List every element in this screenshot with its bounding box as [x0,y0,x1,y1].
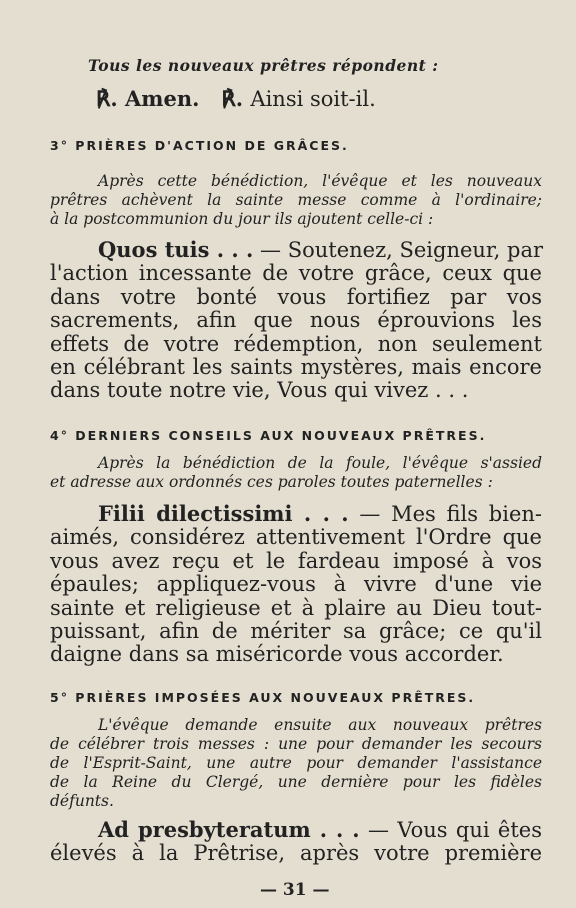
rubric-line: de l'Esprit-Saint, une autre pour demander l'assistance [50,754,542,772]
rubric-line: prêtres achèvent la sainte messe comme à l'ordinaire; [50,191,542,209]
exhortation-lead: Filii dilectissimi . . . [98,501,349,526]
rubric-line: de la Reine du Clergé, une dernière pour les fidèles [50,773,542,791]
prayer-line: sacrements, afin que nous éprouvions les [50,308,542,333]
exhortation-line: daigne dans sa miséricorde vous accorder. [50,642,504,667]
rubric-line: Après cette bénédiction, l'évêque et les nouveaux [98,172,542,190]
response-line [96,86,376,111]
prayer-lead: Quos tuis . . . [98,237,254,262]
section-heading-3: 3° PRIÈRES D'ACTION DE GRÂCES. [50,138,349,153]
exhortation-line: épaules; appliquez-vous à vivre d'une vie [50,572,542,597]
rubric-line: Après la bénédiction de la foule, l'évêque s'assied [98,454,542,472]
rubric-line: de célébrer trois messes : une pour demander les secours [50,735,542,753]
exhortation-line: vous avez reçu et le fardeau imposé à vos [50,548,542,573]
prayer-line: élevés à la Prêtrise, après votre première [50,841,542,866]
prayer-lead: Ad presbyteratum . . . [98,817,360,842]
prayer-line: Ad presbyteratum . . . — Vous qui êtes [98,817,542,842]
prayer-line: dans votre bonté vous fortifiez par vos [50,284,542,309]
prayer-line: Quos tuis . . . — Soutenez, Seigneur, par [98,237,544,262]
page-number: — 31 — [260,880,330,900]
rubric-line: défunts. [50,792,114,810]
exhortation-line: puissant, afin de mériter sa grâce; ce qu'il [50,619,542,644]
rubric-line: L'évêque demande ensuite aux nouveaux prêtres [98,716,542,734]
exhortation-line: Filii dilectissimi . . . — Mes fils bien- [98,501,542,526]
prayer-line: dans toute notre vie, Vous qui vivez . . . [50,378,469,403]
section-heading-5: 5° PRIÈRES IMPOSÉES AUX NOUVEAUX PRÊTRES. [50,690,476,705]
book-page [48,0,542,908]
section-3-rubric [50,172,542,229]
prayer-line: effets de votre rédemption, non seulement [50,331,542,356]
prayer-line: en célébrant les saints mystères, mais encore [50,355,542,380]
section-4-exhortation [50,502,542,667]
response-symbol: ℟. [221,86,244,111]
rubric-response-intro: Tous les nouveaux prêtres répondent : [88,56,439,75]
response-symbol: ℟. [96,86,118,111]
exhortation-line: sainte et religieuse et à plaire au Dieu tout- [50,595,542,620]
rubric-line: à la postcommunion du jour ils ajoutent celle-ci : [50,210,434,228]
section-4-rubric [50,454,542,492]
prayer-line: l'action incessante de votre grâce, ceux que [50,261,542,286]
rubric-line: et adresse aux ordonnés ces paroles toutes paternelles : [50,473,493,491]
section-5-prayer [50,818,542,866]
section-3-prayer [50,238,542,403]
response-amen: Amen. [125,86,200,111]
section-heading-4: 4° DERNIERS CONSEILS AUX NOUVEAUX PRÊTRES. [50,428,487,443]
exhortation-line: aimés, considérez attentivement l'Ordre que [50,525,542,550]
section-5-rubric [50,716,542,811]
response-ainsi: Ainsi soit-il. [250,87,376,111]
